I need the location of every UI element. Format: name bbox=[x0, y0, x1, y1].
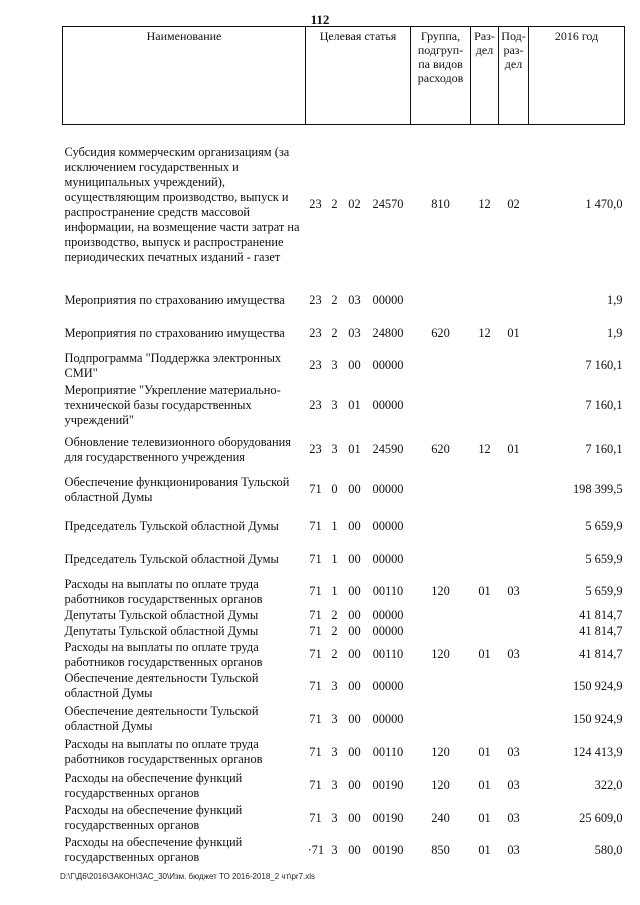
subsection-code: 01 bbox=[507, 442, 520, 456]
subsection-code bbox=[499, 510, 529, 543]
subsection-code: 03 bbox=[507, 584, 520, 598]
target-code-direction: 00000 bbox=[372, 607, 404, 622]
target-code-subprogram: 3 bbox=[331, 678, 338, 693]
row-name: Обеспечение функционирования Тульской областной Думы bbox=[64, 474, 290, 504]
target-code-event: 01 bbox=[348, 398, 361, 412]
row-name: Мероприятия по страхованию имущества bbox=[64, 325, 285, 340]
target-code-program: 71 bbox=[309, 551, 322, 566]
row-name: Субсидия коммерческим организациям (за исключением государственных и муниципальных учреждений), осуществляющим производство, выпуск и распространение средств массовой информации, на возмещение части затрат на производство, выпуск и распространение периодических печатных изданий - газет bbox=[64, 144, 300, 264]
table-header-row bbox=[63, 27, 625, 125]
file-path-footer: D:\Г\Д6\2016\ЗАКОН\ЗАС_30\Изм. бюджет ТО 2016-2018_2 чт\pr7.xls bbox=[60, 872, 316, 881]
section-code: 01 bbox=[478, 778, 491, 792]
row-name: Расходы на выплаты по оплате труда работников государственных органов bbox=[64, 639, 263, 669]
subsection-code bbox=[499, 285, 529, 317]
target-code-program: 23 bbox=[309, 358, 322, 372]
subsection-code: 03 bbox=[507, 778, 520, 792]
row-name: Обеспечение деятельности Тульской областной Думы bbox=[64, 704, 259, 733]
table-row bbox=[63, 510, 625, 543]
amount-2016: 41 814,7 bbox=[579, 607, 623, 622]
table-row bbox=[63, 350, 625, 382]
amount-2016: 41 814,7 bbox=[579, 623, 623, 638]
target-code-direction: 00000 bbox=[372, 518, 404, 533]
target-code-event: 00 bbox=[348, 482, 361, 496]
target-code-subprogram: 2 bbox=[331, 197, 338, 212]
target-code-subprogram: 3 bbox=[331, 842, 338, 857]
target-code-event: 00 bbox=[348, 518, 361, 533]
target-code-program: 71 bbox=[309, 778, 322, 792]
target-code-direction: 00000 bbox=[372, 623, 404, 638]
target-code-subprogram: 3 bbox=[331, 442, 338, 456]
section-code: 01 bbox=[478, 810, 491, 825]
header-group: Группа, подгруп-па видов расходов bbox=[411, 27, 471, 125]
expense-group bbox=[411, 510, 471, 543]
expense-group: 850 bbox=[431, 842, 450, 857]
table-row bbox=[63, 623, 625, 640]
target-code-subprogram: 2 bbox=[331, 325, 338, 340]
table-row bbox=[63, 703, 625, 736]
section-code: 12 bbox=[478, 442, 491, 456]
table-row bbox=[63, 317, 625, 350]
amount-2016: 580,0 bbox=[594, 842, 623, 857]
target-code-event: 00 bbox=[348, 584, 361, 598]
expense-group bbox=[411, 670, 471, 703]
table-row bbox=[63, 834, 625, 867]
target-code-program: 71 bbox=[309, 678, 322, 693]
target-code-subprogram: 1 bbox=[331, 551, 338, 566]
target-code-program: 71 bbox=[309, 711, 322, 726]
amount-2016: 1,9 bbox=[607, 325, 623, 340]
section-code: 12 bbox=[478, 325, 491, 340]
table-row bbox=[63, 769, 625, 803]
target-code-program: ·71 bbox=[307, 842, 325, 857]
target-code-direction: 00110 bbox=[372, 584, 404, 598]
target-code-direction: 00110 bbox=[372, 647, 404, 661]
target-code-event: 00 bbox=[348, 678, 361, 693]
expense-group: 120 bbox=[431, 744, 450, 759]
table-row bbox=[63, 382, 625, 430]
target-code-program: 71 bbox=[309, 584, 322, 598]
subsection-code: 03 bbox=[507, 842, 520, 857]
table-row bbox=[63, 608, 625, 623]
expense-group bbox=[411, 285, 471, 317]
target-code-subprogram: 3 bbox=[331, 398, 338, 412]
row-name: Расходы на выплаты по оплате труда работников государственных органов bbox=[64, 737, 263, 766]
section-code bbox=[471, 382, 499, 430]
row-name: Подпрограмма "Поддержка электронных СМИ" bbox=[64, 350, 282, 380]
target-code-event: 00 bbox=[348, 647, 361, 661]
subsection-code bbox=[499, 382, 529, 430]
target-code-program: 71 bbox=[309, 744, 322, 759]
target-code-program: 23 bbox=[309, 197, 322, 212]
subsection-code bbox=[499, 703, 529, 736]
row-name: Расходы на обеспечение функций государственных органов bbox=[64, 770, 243, 800]
target-code-direction: 00190 bbox=[372, 810, 404, 825]
target-code-event: 00 bbox=[348, 607, 361, 622]
target-code-direction: 00000 bbox=[372, 293, 404, 307]
expense-group bbox=[411, 703, 471, 736]
section-code bbox=[471, 510, 499, 543]
target-code-direction: 00190 bbox=[372, 778, 404, 792]
target-code-program: 23 bbox=[309, 398, 322, 412]
table-row bbox=[63, 285, 625, 317]
amount-2016: 7 160,1 bbox=[585, 442, 623, 456]
section-code bbox=[471, 350, 499, 382]
header-razdel: Раз-дел bbox=[471, 27, 499, 125]
subsection-code bbox=[499, 543, 529, 576]
expense-group bbox=[411, 470, 471, 510]
row-name: Депутаты Тульской областной Думы bbox=[64, 623, 259, 638]
target-code-event: 00 bbox=[348, 778, 361, 792]
expense-group: 120 bbox=[431, 647, 450, 661]
expense-group: 120 bbox=[431, 778, 450, 792]
section-code bbox=[471, 670, 499, 703]
subsection-code bbox=[499, 670, 529, 703]
target-code-event: 00 bbox=[348, 744, 361, 759]
target-code-program: 71 bbox=[309, 810, 322, 825]
target-code-event: 00 bbox=[348, 711, 361, 726]
table-row bbox=[63, 470, 625, 510]
expense-group: 620 bbox=[431, 325, 450, 340]
header-target: Целевая статья bbox=[306, 27, 411, 125]
subsection-code: 01 bbox=[507, 325, 520, 340]
section-code bbox=[471, 703, 499, 736]
target-code-direction: 00110 bbox=[372, 744, 404, 759]
target-code-subprogram: 3 bbox=[331, 744, 338, 759]
target-code-direction: 00000 bbox=[372, 678, 404, 693]
section-code: 01 bbox=[478, 584, 491, 598]
expense-group bbox=[411, 623, 471, 640]
amount-2016: 41 814,7 bbox=[579, 647, 623, 661]
row-name: Мероприятие "Укрепление материально-технической базы государственных учреждений" bbox=[64, 383, 281, 427]
section-code bbox=[471, 470, 499, 510]
amount-2016: 5 659,9 bbox=[585, 518, 623, 533]
section-code bbox=[471, 608, 499, 623]
target-code-direction: 00190 bbox=[372, 842, 404, 857]
target-code-direction: 00000 bbox=[372, 551, 404, 566]
expense-group: 120 bbox=[431, 584, 450, 598]
row-name: Обеспечение деятельности Тульской областной Думы bbox=[64, 671, 259, 700]
page-number: 112 bbox=[310, 12, 330, 27]
amount-2016: 124 413,9 bbox=[572, 744, 623, 759]
table-row bbox=[63, 430, 625, 470]
target-code-event: 03 bbox=[348, 293, 361, 307]
table-row bbox=[63, 670, 625, 703]
target-code-subprogram: 3 bbox=[331, 711, 338, 726]
target-code-direction: 24570 bbox=[372, 197, 404, 212]
target-code-event: 00 bbox=[348, 810, 361, 825]
header-podrazdel: Под-раз-дел bbox=[499, 27, 529, 125]
target-code-subprogram: 1 bbox=[331, 584, 338, 598]
amount-2016: 5 659,9 bbox=[585, 551, 623, 566]
subsection-code: 02 bbox=[507, 197, 520, 212]
section-code: 01 bbox=[478, 842, 491, 857]
target-code-program: 71 bbox=[309, 647, 322, 661]
subsection-code bbox=[499, 608, 529, 623]
amount-2016: 5 659,9 bbox=[585, 584, 623, 598]
row-name: Обновление телевизионного оборудования для государственного учреждения bbox=[64, 434, 291, 464]
target-code-event: 03 bbox=[348, 325, 361, 340]
target-code-subprogram: 2 bbox=[331, 607, 338, 622]
target-code-subprogram: 3 bbox=[331, 810, 338, 825]
target-code-event: 00 bbox=[348, 358, 361, 372]
target-code-event: 00 bbox=[348, 551, 361, 566]
target-code-event: 00 bbox=[348, 842, 361, 857]
table-row bbox=[63, 125, 625, 285]
amount-2016: 322,0 bbox=[594, 778, 623, 792]
target-code-program: 23 bbox=[309, 442, 322, 456]
amount-2016: 25 609,0 bbox=[579, 810, 623, 825]
target-code-program: 23 bbox=[309, 293, 322, 307]
amount-2016: 150 924,9 bbox=[572, 711, 623, 726]
target-code-subprogram: 3 bbox=[331, 358, 338, 372]
target-code-subprogram: 2 bbox=[331, 293, 338, 307]
amount-2016: 1,9 bbox=[607, 293, 623, 307]
target-code-direction: 00000 bbox=[372, 482, 404, 496]
subsection-code: 03 bbox=[507, 647, 520, 661]
header-name: Наименование bbox=[63, 27, 306, 125]
expense-group: 240 bbox=[431, 810, 450, 825]
subsection-code bbox=[499, 350, 529, 382]
section-code: 01 bbox=[478, 744, 491, 759]
target-code-subprogram: 2 bbox=[331, 647, 338, 661]
row-name: Расходы на выплаты по оплате труда работников государственных органов bbox=[64, 576, 263, 606]
section-code: 12 bbox=[478, 197, 491, 212]
target-code-event: 01 bbox=[348, 442, 361, 456]
expense-group bbox=[411, 350, 471, 382]
target-code-program: 71 bbox=[309, 607, 322, 622]
subsection-code bbox=[499, 623, 529, 640]
amount-2016: 198 399,5 bbox=[572, 482, 623, 496]
target-code-direction: 00000 bbox=[372, 711, 404, 726]
target-code-program: 71 bbox=[309, 482, 322, 496]
target-code-event: 02 bbox=[348, 197, 361, 212]
expense-group bbox=[411, 382, 471, 430]
target-code-direction: 24800 bbox=[372, 325, 404, 340]
target-code-program: 71 bbox=[309, 518, 322, 533]
table-row bbox=[63, 640, 625, 670]
row-name: Председатель Тульской областной Думы bbox=[64, 518, 279, 533]
table-body bbox=[63, 125, 625, 867]
target-code-direction: 00000 bbox=[372, 398, 404, 412]
table-row bbox=[63, 736, 625, 769]
expense-group: 620 bbox=[431, 442, 450, 456]
amount-2016: 7 160,1 bbox=[585, 398, 623, 412]
section-code bbox=[471, 285, 499, 317]
amount-2016: 7 160,1 bbox=[585, 358, 623, 372]
amount-2016: 1 470,0 bbox=[585, 197, 623, 212]
row-name: Мероприятия по страхованию имущества bbox=[64, 293, 285, 307]
target-code-subprogram: 1 bbox=[331, 518, 338, 533]
row-name: Расходы на обеспечение функций государственных органов bbox=[64, 835, 243, 864]
row-name: Расходы на обеспечение функций государственных органов bbox=[64, 803, 243, 832]
expense-group: 810 bbox=[431, 197, 450, 212]
header-year: 2016 год bbox=[529, 27, 625, 125]
target-code-subprogram: 0 bbox=[331, 482, 338, 496]
subsection-code bbox=[499, 470, 529, 510]
target-code-program: 71 bbox=[309, 623, 322, 638]
target-code-event: 00 bbox=[348, 623, 361, 638]
budget-table bbox=[62, 26, 625, 867]
table-row bbox=[63, 543, 625, 576]
target-code-program: 23 bbox=[309, 325, 322, 340]
section-code bbox=[471, 543, 499, 576]
subsection-code: 03 bbox=[507, 810, 520, 825]
section-code: 01 bbox=[478, 647, 491, 661]
row-name: Депутаты Тульской областной Думы bbox=[64, 607, 259, 622]
table-row bbox=[63, 576, 625, 608]
table-row bbox=[63, 803, 625, 834]
expense-group bbox=[411, 608, 471, 623]
expense-group bbox=[411, 543, 471, 576]
row-name: Председатель Тульской областной Думы bbox=[64, 551, 279, 566]
target-code-direction: 24590 bbox=[372, 442, 404, 456]
amount-2016: 150 924,9 bbox=[572, 678, 623, 693]
section-code bbox=[471, 623, 499, 640]
target-code-direction: 00000 bbox=[372, 358, 404, 372]
target-code-subprogram: 3 bbox=[331, 778, 338, 792]
target-code-subprogram: 2 bbox=[331, 623, 338, 638]
subsection-code: 03 bbox=[507, 744, 520, 759]
